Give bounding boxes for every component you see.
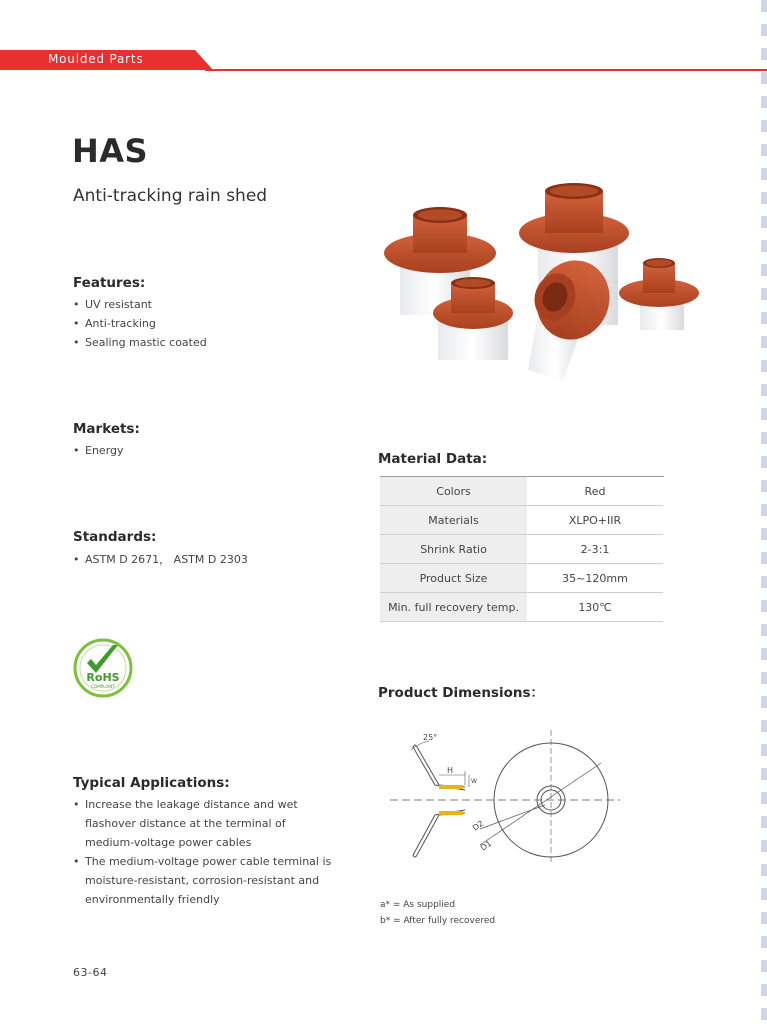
table-row (380, 564, 663, 593)
material-data-table (380, 477, 663, 622)
dimension-notes (380, 897, 495, 929)
table-cell-label: Shrink Ratio (380, 535, 527, 564)
applications-list (73, 795, 335, 909)
feature-item: • Anti-tracking (73, 317, 156, 330)
material-data-heading: Material Data: (378, 451, 488, 467)
applications-heading: Typical Applications: (73, 775, 230, 791)
standard-item: • ASTM D 2671， ASTM D 2303 (73, 553, 248, 566)
features-list (73, 295, 207, 352)
table-cell-value: XLPO+IIR (527, 506, 663, 535)
angle-label: 25° (423, 733, 438, 742)
table-row (380, 506, 663, 535)
table-cell-label: Colors (380, 477, 527, 506)
page-edge-marks (761, 0, 767, 1024)
product-name: Anti-tracking rain shed (73, 186, 268, 206)
table-cell-value: 2-3:1 (527, 535, 663, 564)
table-cell-label: Materials (380, 506, 527, 535)
table-cell-value: Red (527, 477, 663, 506)
dimensions-heading: Product Dimensions： (378, 685, 545, 701)
rohs-logo (72, 637, 134, 699)
w-label: W (471, 778, 477, 785)
page-number: 63-64 (73, 966, 108, 979)
rohs-logo-subtext: COMPLIANT (91, 684, 115, 689)
note-after-recovered: b* = After fully recovered (380, 916, 496, 926)
market-item: • Energy (73, 444, 124, 457)
application-item: • The medium-voltage power cable terminal is moisture-resistant, corrosion-resistant and environmentally friendly (73, 855, 332, 906)
features-heading: Features: (73, 275, 146, 291)
product-code: HAS (72, 132, 149, 170)
d2-label: D2 (470, 818, 486, 833)
note-as-supplied: a* = As supplied (380, 900, 456, 910)
feature-item: • UV resistant (73, 298, 152, 311)
markets-heading: Markets: (73, 421, 140, 437)
h-label: H (447, 766, 454, 775)
standards-heading: Standards: (73, 529, 157, 545)
section-tab-label: Moulded Parts (48, 52, 144, 66)
table-cell-label: Min. full recovery temp. (380, 593, 527, 622)
product-photo (378, 175, 708, 385)
feature-item: • Sealing mastic coated (73, 336, 207, 349)
dimensions-drawing (385, 725, 625, 865)
d1-label: D1 (478, 838, 494, 853)
table-cell-label: Product Size (380, 564, 527, 593)
table-cell-value: 35~120mm (527, 564, 663, 593)
header-rule (205, 69, 767, 71)
rohs-logo-text: RoHS (86, 671, 120, 684)
table-cell-value: 130℃ (527, 593, 663, 622)
standards-list (73, 550, 248, 569)
table-row (380, 535, 663, 564)
table-row (380, 593, 663, 622)
markets-list (73, 441, 124, 460)
application-item: • Increase the leakage distance and wet flashover distance at the terminal of medium-voltage power cables (73, 798, 298, 849)
table-row (380, 477, 663, 506)
